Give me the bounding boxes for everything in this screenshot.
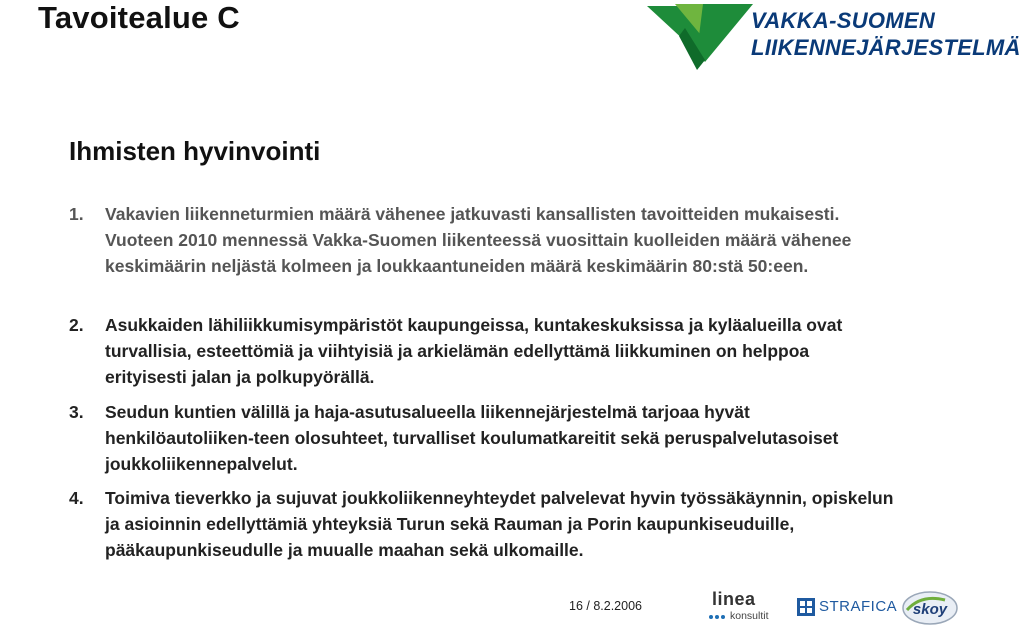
vakka-suomen-logo (645, 2, 1021, 74)
goal-number: 3. (69, 402, 84, 422)
page-number: 16 / 8.2.2006 (569, 599, 642, 613)
skoy-name: skoy (912, 601, 948, 618)
skoy-emblem-icon (901, 590, 959, 626)
bird-wing-logo-icon (645, 2, 757, 72)
goal-item-2 (69, 312, 895, 390)
strafica-logo (797, 597, 898, 619)
goal-text: Asukkaiden lähiliikkumisympäristöt kaupungeissa, kuntakeskuksissa ja kyläalueilla ovat turvallisia, esteettömiä ja viihtyisiä ja arkielämän edellyttämä liikkuminen on helppoa erityisesti jalan ja polkupyörällä. (105, 315, 843, 387)
linea-name: linea (712, 589, 756, 609)
goal-item-1 (69, 201, 895, 279)
linea-logo (708, 589, 788, 627)
goal-item-3 (69, 399, 895, 477)
linea-dots-icon (708, 611, 728, 623)
brand-name-line1: VAKKA-SUOMEN (751, 8, 936, 33)
goal-number: 1. (69, 204, 84, 224)
goal-text: Toimiva tieverkko ja sujuvat joukkoliikenneyhteydet palvelevat hyvin työssäkäynnin, opiskelun ja asioinnin edellyttämiä yhteyksiä Turun sekä Rauman ja Porin kaupunkiseuduille, pääkaupunkiseudulle ja muualle maahan sekä ulkomaille. (105, 488, 894, 560)
section-heading: Ihmisten hyvinvointi (69, 136, 321, 166)
linea-subtitle: konsultit (730, 610, 769, 622)
skoy-logo (901, 590, 959, 626)
goal-item-4 (69, 485, 895, 563)
brand-name-line2: LIIKENNEJÄRJESTELMÄ (751, 35, 1021, 60)
goal-text: Vakavien liikenneturmien määrä vähenee jatkuvasti kansallisten tavoitteiden mukaisesti. Vuoteen 2010 mennessä Vakka-Suomen liikenteessä vuosittain kuolleiden määrä vähenee keskimäärin neljästä kolmeen ja loukkaantuneiden määrä keskimäärin 80:stä 50:een. (105, 204, 852, 276)
strafica-grid-icon (797, 598, 815, 616)
goal-text: Seudun kuntien välillä ja haja-asutusalueella liikennejärjestelmä tarjoaa hyvät henkilöautoliiken-teen olosuhteet, turvalliset koulumatkareitit sekä peruspalvelutasoiset joukkoliikennepalvelut. (105, 402, 839, 474)
slide-title: Tavoitealue C (38, 0, 240, 35)
strafica-name: STRAFICA (819, 598, 898, 615)
goal-number: 4. (69, 488, 84, 508)
goal-number: 2. (69, 315, 84, 335)
